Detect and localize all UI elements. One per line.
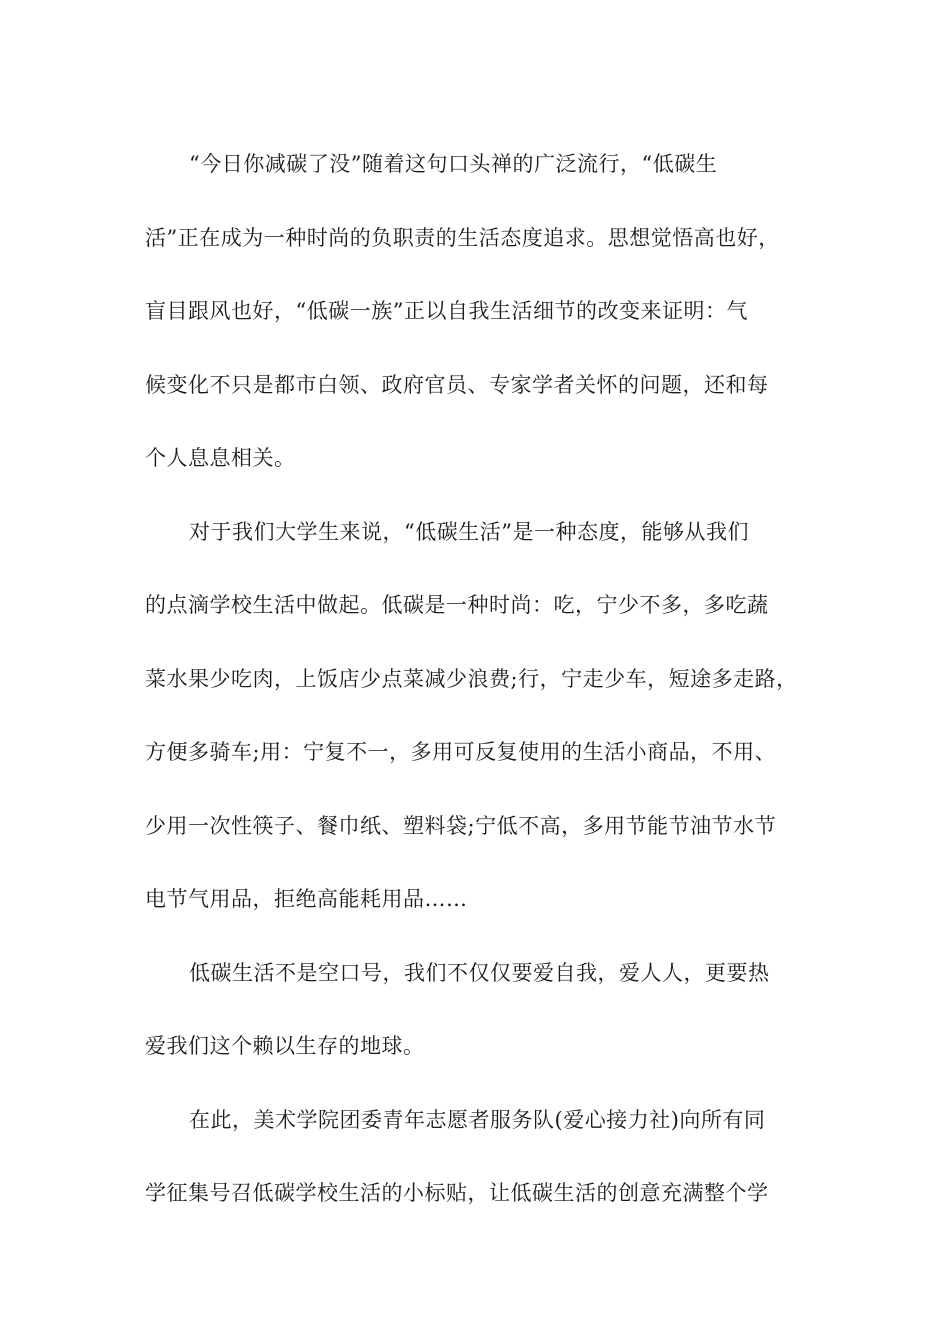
text-line: 方便多骑车;用：宁复不一，多用可反复使用的生活小商品，不用、 <box>145 740 777 764</box>
text-line: 盲目跟风也好，“低碳一族”正以自我生活细节的改变来证明：气 <box>145 299 748 323</box>
text-line: 少用一次性筷子、餐巾纸、塑料袋;宁低不高，多用节能节油节水节 <box>145 813 777 838</box>
text-line: 菜水果少吃肉，上饭店少点菜减少浪费;行，宁走少车，短途多走路， <box>145 666 798 691</box>
text-line: 学征集号召低碳学校生活的小标贴，让低碳生活的创意充满整个学 <box>145 1181 769 1205</box>
document-body <box>145 128 805 1231</box>
text-line: 电节气用品，拒绝高能耗用品…… <box>145 887 468 911</box>
paragraph-4 <box>145 1084 805 1231</box>
text-line: 个人息息相关。 <box>145 446 296 470</box>
paragraph-3 <box>145 937 805 1084</box>
text-line: 低碳生活不是空口号，我们不仅仅要爱自我，爱人人，更要热 <box>189 960 770 985</box>
text-line: 在此，美术学院团委青年志愿者服务队(爱心接力社)向所有同 <box>189 1107 766 1132</box>
text-line: “今日你减碳了没”随着这句口头禅的广泛流行，“低碳生 <box>189 152 718 176</box>
text-line: 候变化不只是都市白领、政府官员、专家学者关怀的问题，还和每 <box>145 372 769 397</box>
text-line: 的点滴学校生活中做起。低碳是一种时尚：吃，宁少不多，多吃蔬 <box>145 593 769 617</box>
paragraph-2 <box>145 496 805 937</box>
text-line: 对于我们大学生来说，“低碳生活”是一种态度，能够从我们 <box>189 519 749 544</box>
text-line: 活”正在成为一种时尚的负职责的生活态度追求。思想觉悟高也好， <box>145 225 780 250</box>
text-line: 爱我们这个赖以生存的地球。 <box>145 1034 425 1058</box>
paragraph-1 <box>145 128 805 496</box>
